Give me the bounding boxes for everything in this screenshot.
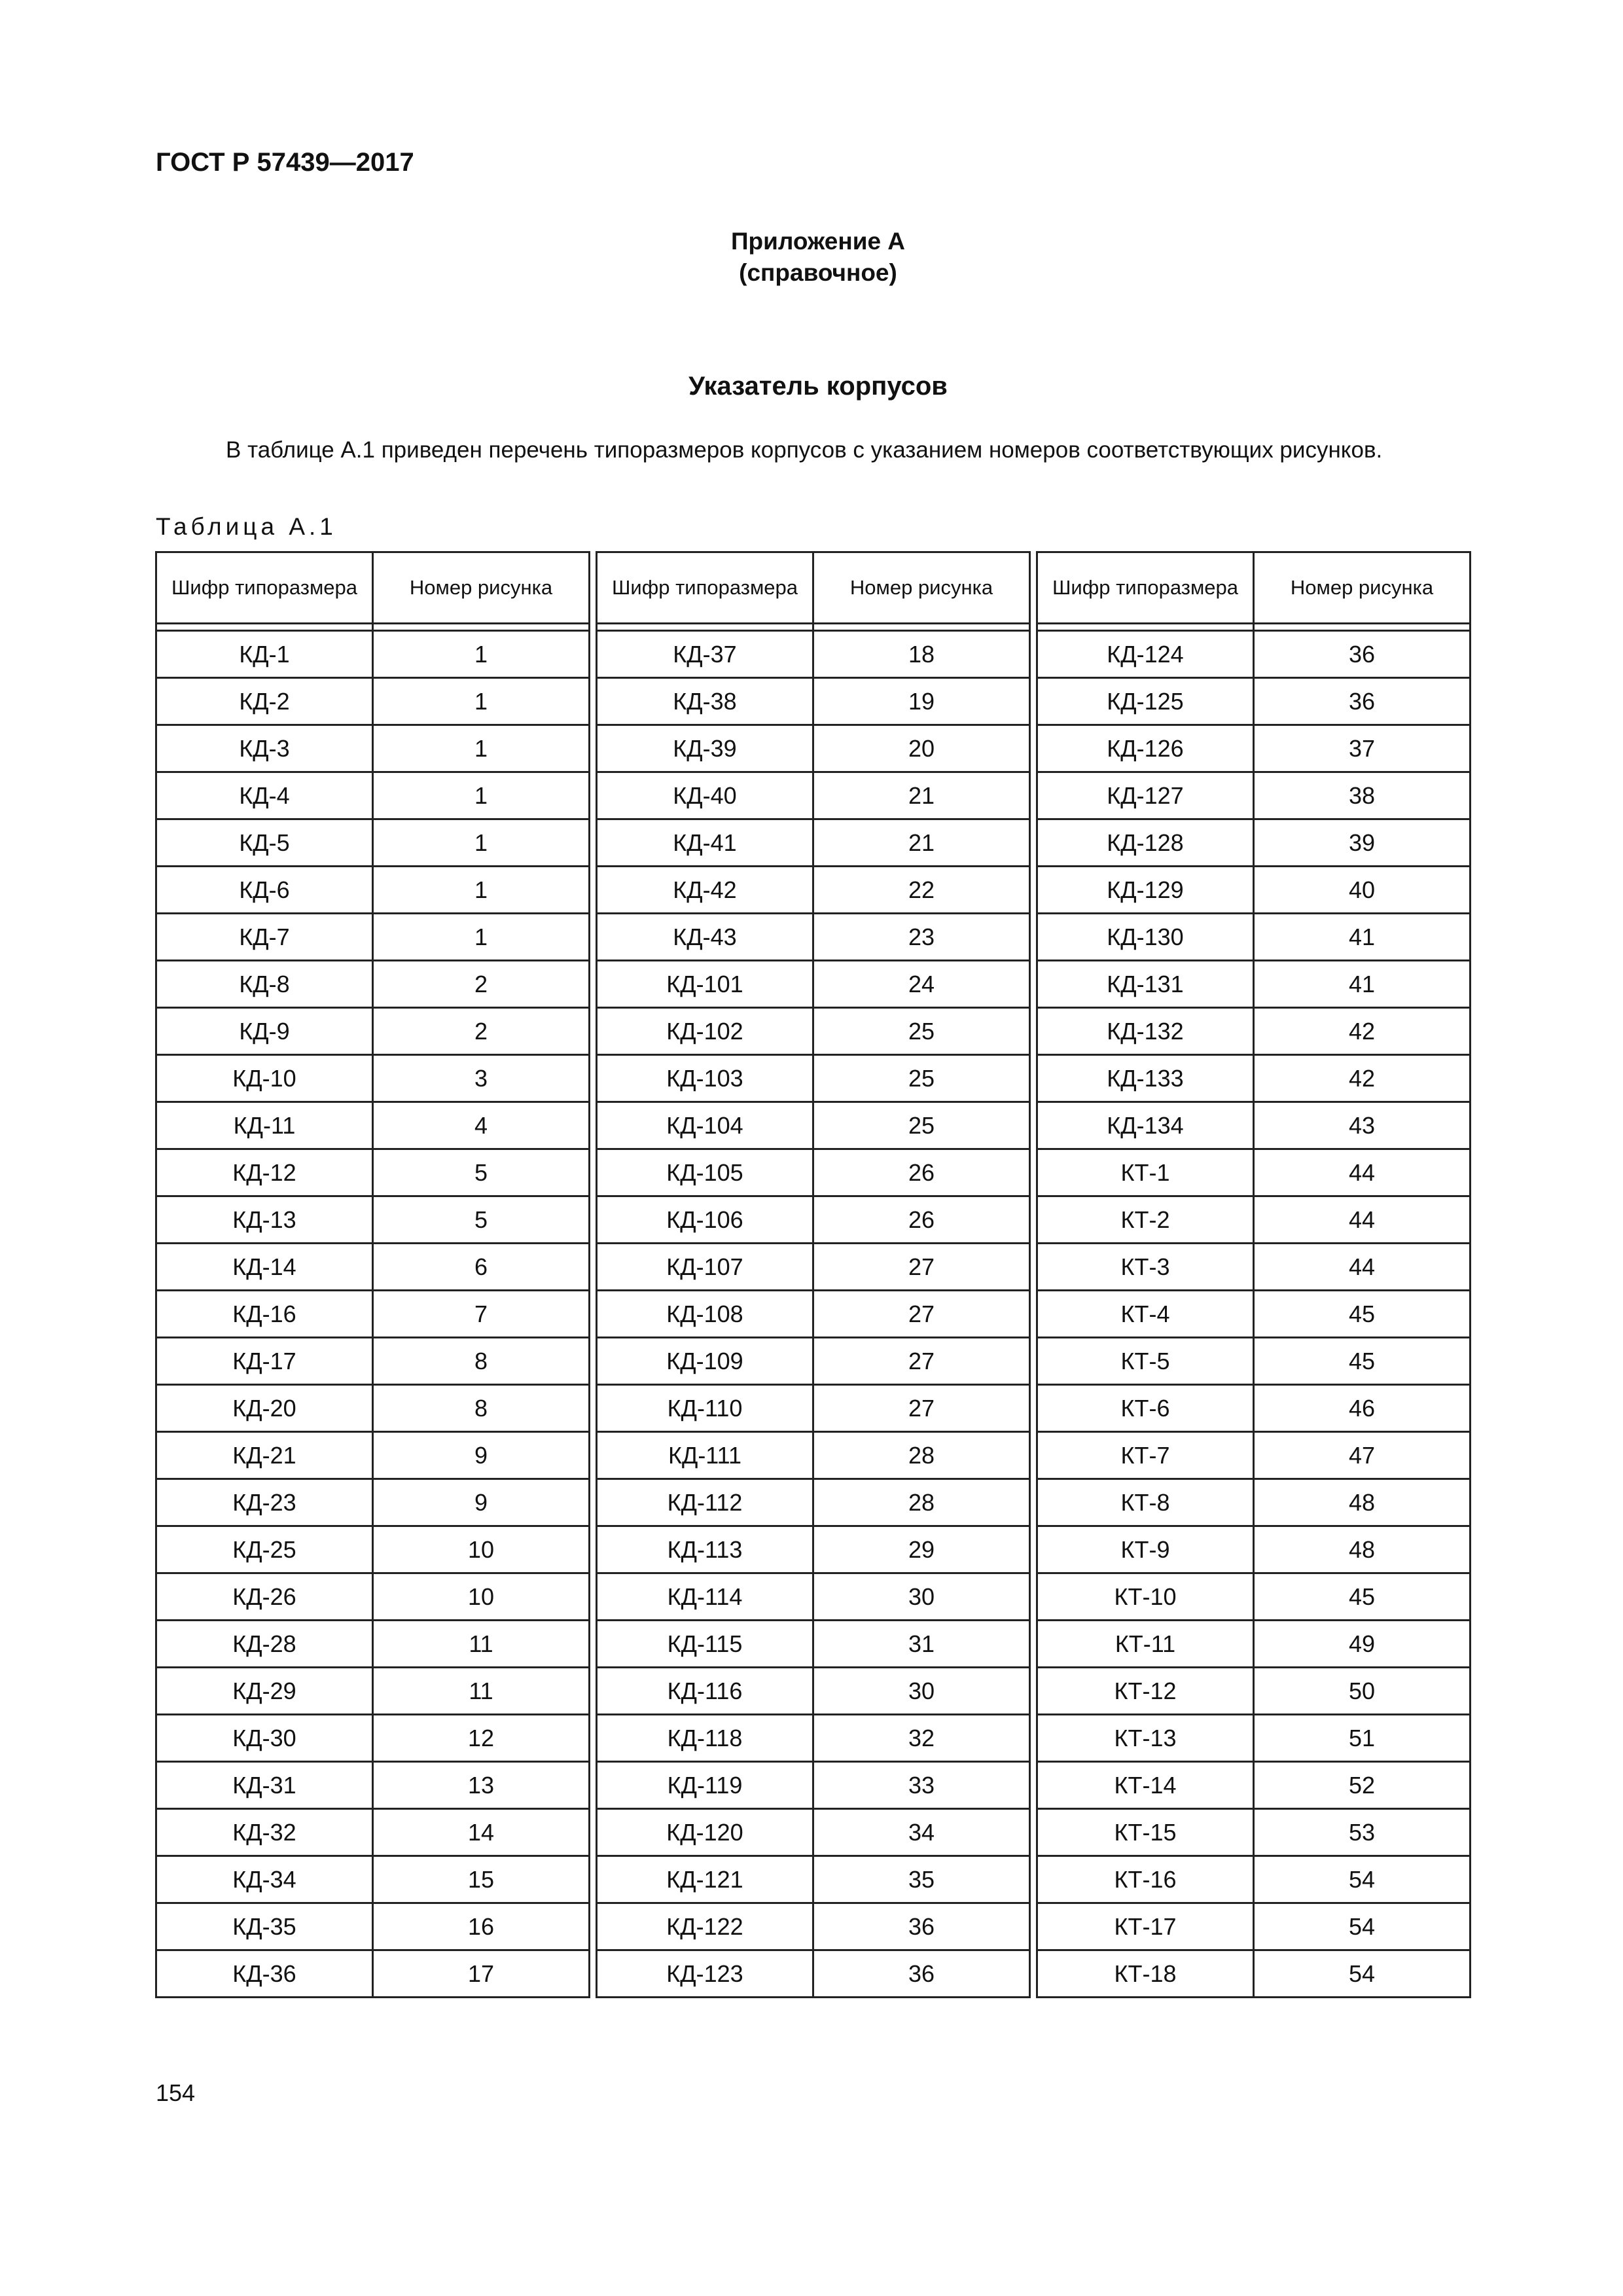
cell-code: КД-11: [156, 1102, 373, 1149]
table-row: [597, 961, 1030, 1008]
table-row: [1037, 1479, 1471, 1526]
table-row: [597, 1715, 1030, 1762]
cell-code: КД-120: [597, 1809, 813, 1856]
cell-code: КД-107: [597, 1244, 813, 1291]
table-row: [597, 1102, 1030, 1149]
table-row: [597, 631, 1030, 678]
annex-subtitle: (справочное): [739, 259, 897, 286]
column-header-figure: Номер рисунка: [1254, 552, 1471, 624]
cell-figure: 15: [373, 1856, 590, 1903]
table-row: [156, 1479, 590, 1526]
cell-figure: 36: [813, 1903, 1030, 1950]
cell-figure: 26: [813, 1196, 1030, 1244]
cell-figure: 10: [373, 1526, 590, 1573]
table-row: [597, 1621, 1030, 1668]
cell-code: КД-25: [156, 1526, 373, 1573]
cell-code: КД-2: [156, 678, 373, 725]
cell-figure: 5: [373, 1196, 590, 1244]
table-row: [597, 1055, 1030, 1102]
cell-code: КД-119: [597, 1762, 813, 1809]
table-row: [597, 1856, 1030, 1903]
cell-code: КТ-15: [1037, 1809, 1254, 1856]
cell-figure: 8: [373, 1338, 590, 1385]
cell-figure: 27: [813, 1338, 1030, 1385]
table-row: [597, 1479, 1030, 1526]
table-row: [156, 1668, 590, 1715]
cell-code: КД-127: [1037, 772, 1254, 819]
table-row: [156, 1856, 590, 1903]
cell-figure: 23: [813, 914, 1030, 961]
table-row: [1037, 725, 1471, 772]
cell-figure: 36: [1254, 631, 1471, 678]
cell-code: КТ-6: [1037, 1385, 1254, 1432]
cell-figure: 26: [813, 1149, 1030, 1196]
cell-figure: 1: [373, 631, 590, 678]
table-row: [1037, 1385, 1471, 1432]
cell-code: КД-112: [597, 1479, 813, 1526]
cell-figure: 1: [373, 725, 590, 772]
column-header-figure: Номер рисунка: [813, 552, 1030, 624]
cell-figure: 21: [813, 772, 1030, 819]
cell-code: КТ-1: [1037, 1149, 1254, 1196]
cell-figure: 9: [373, 1479, 590, 1526]
table-row: [1037, 1526, 1471, 1573]
header-separator: [597, 624, 1030, 631]
cell-figure: 1: [373, 772, 590, 819]
cell-code: КД-106: [597, 1196, 813, 1244]
cell-figure: 29: [813, 1526, 1030, 1573]
table-row: [1037, 1432, 1471, 1479]
table-row: [1037, 1621, 1471, 1668]
cell-code: КД-123: [597, 1950, 813, 1998]
cell-figure: 24: [813, 961, 1030, 1008]
table-row: [597, 914, 1030, 961]
table-block-2: [596, 551, 1031, 1998]
cell-figure: 44: [1254, 1149, 1471, 1196]
table-block-3: [1036, 551, 1471, 1998]
table-row: [597, 1149, 1030, 1196]
cell-code: КД-131: [1037, 961, 1254, 1008]
table-a1: [155, 551, 1471, 1998]
cell-figure: 41: [1254, 961, 1471, 1008]
section-title: Указатель корпусов: [688, 372, 948, 401]
cell-figure: 5: [373, 1149, 590, 1196]
table-row: [156, 1385, 590, 1432]
cell-code: КД-102: [597, 1008, 813, 1055]
cell-code: КД-133: [1037, 1055, 1254, 1102]
table-row: [156, 1573, 590, 1621]
cell-code: КД-103: [597, 1055, 813, 1102]
cell-figure: 44: [1254, 1244, 1471, 1291]
table-row: [156, 961, 590, 1008]
cell-figure: 34: [813, 1809, 1030, 1856]
cell-figure: 41: [1254, 914, 1471, 961]
cell-code: КД-116: [597, 1668, 813, 1715]
table-row: [1037, 1149, 1471, 1196]
table-row: [156, 725, 590, 772]
table-row: [1037, 631, 1471, 678]
cell-figure: 39: [1254, 819, 1471, 867]
cell-code: КТ-13: [1037, 1715, 1254, 1762]
cell-figure: 54: [1254, 1950, 1471, 1998]
table-label: Таблица А.1: [156, 513, 337, 540]
cell-figure: 38: [1254, 772, 1471, 819]
cell-figure: 51: [1254, 1715, 1471, 1762]
cell-code: КД-125: [1037, 678, 1254, 725]
table-row: [597, 1432, 1030, 1479]
cell-code: КД-6: [156, 867, 373, 914]
cell-figure: 27: [813, 1385, 1030, 1432]
table-row: [156, 1055, 590, 1102]
cell-figure: 10: [373, 1573, 590, 1621]
table-row: [156, 1008, 590, 1055]
table-row: [597, 772, 1030, 819]
table-row: [156, 1244, 590, 1291]
cell-code: КД-35: [156, 1903, 373, 1950]
table-row: [1037, 1715, 1471, 1762]
cell-figure: 14: [373, 1809, 590, 1856]
cell-code: КТ-3: [1037, 1244, 1254, 1291]
cell-figure: 32: [813, 1715, 1030, 1762]
table-row: [1037, 914, 1471, 961]
cell-code: КД-12: [156, 1149, 373, 1196]
cell-code: КД-16: [156, 1291, 373, 1338]
header-separator: [1037, 624, 1471, 631]
cell-code: КТ-17: [1037, 1903, 1254, 1950]
cell-code: КД-114: [597, 1573, 813, 1621]
column-header-code: Шифр типоразмера: [1037, 552, 1254, 624]
cell-figure: 25: [813, 1008, 1030, 1055]
cell-figure: 48: [1254, 1526, 1471, 1573]
cell-code: КД-105: [597, 1149, 813, 1196]
cell-figure: 48: [1254, 1479, 1471, 1526]
cell-figure: 30: [813, 1573, 1030, 1621]
table-row: [156, 867, 590, 914]
cell-code: КД-121: [597, 1856, 813, 1903]
cell-code: КД-129: [1037, 867, 1254, 914]
cell-figure: 54: [1254, 1903, 1471, 1950]
table-row: [1037, 1244, 1471, 1291]
cell-figure: 19: [813, 678, 1030, 725]
cell-figure: 45: [1254, 1573, 1471, 1621]
table-row: [597, 1668, 1030, 1715]
cell-figure: 31: [813, 1621, 1030, 1668]
cell-figure: 36: [1254, 678, 1471, 725]
cell-code: КД-134: [1037, 1102, 1254, 1149]
cell-figure: 11: [373, 1621, 590, 1668]
cell-figure: 1: [373, 914, 590, 961]
column-header-code: Шифр типоразмера: [597, 552, 813, 624]
cell-code: КД-1: [156, 631, 373, 678]
table-row: [156, 1903, 590, 1950]
cell-figure: 25: [813, 1055, 1030, 1102]
column-header-figure: Номер рисунка: [373, 552, 590, 624]
table-row: [156, 1621, 590, 1668]
cell-code: КД-118: [597, 1715, 813, 1762]
cell-code: КД-122: [597, 1903, 813, 1950]
cell-code: КД-104: [597, 1102, 813, 1149]
cell-code: КД-38: [597, 678, 813, 725]
annex-title: Приложение А: [730, 228, 906, 255]
table-row: [156, 1149, 590, 1196]
cell-code: КД-37: [597, 631, 813, 678]
cell-code: КТ-2: [1037, 1196, 1254, 1244]
cell-code: КД-20: [156, 1385, 373, 1432]
cell-figure: 44: [1254, 1196, 1471, 1244]
table-row: [597, 1762, 1030, 1809]
cell-code: КД-110: [597, 1385, 813, 1432]
table-row: [156, 678, 590, 725]
cell-figure: 46: [1254, 1385, 1471, 1432]
table-row: [156, 1291, 590, 1338]
cell-figure: 20: [813, 725, 1030, 772]
cell-code: КД-111: [597, 1432, 813, 1479]
cell-figure: 35: [813, 1856, 1030, 1903]
table-row: [156, 1338, 590, 1385]
cell-code: КТ-9: [1037, 1526, 1254, 1573]
table-row: [597, 1291, 1030, 1338]
table-row: [597, 1196, 1030, 1244]
cell-figure: 52: [1254, 1762, 1471, 1809]
cell-code: КД-115: [597, 1621, 813, 1668]
cell-code: КД-8: [156, 961, 373, 1008]
cell-code: КД-126: [1037, 725, 1254, 772]
column-header-code: Шифр типоразмера: [156, 552, 373, 624]
table-row: [597, 1903, 1030, 1950]
cell-figure: 6: [373, 1244, 590, 1291]
cell-figure: 8: [373, 1385, 590, 1432]
table-row: [1037, 1291, 1471, 1338]
table-row: [597, 1950, 1030, 1998]
cell-figure: 33: [813, 1762, 1030, 1809]
table-row: [156, 1715, 590, 1762]
header-row: [597, 552, 1030, 624]
annex-heading: [0, 226, 1623, 289]
document-id: ГОСТ Р 57439—2017: [156, 148, 414, 177]
table-row: [1037, 1762, 1471, 1809]
table-row: [597, 1573, 1030, 1621]
table-row: [597, 725, 1030, 772]
cell-figure: 1: [373, 867, 590, 914]
cell-figure: 28: [813, 1432, 1030, 1479]
cell-code: КД-17: [156, 1338, 373, 1385]
header-separator: [156, 624, 590, 631]
cell-figure: 9: [373, 1432, 590, 1479]
cell-code: КД-128: [1037, 819, 1254, 867]
table-row: [597, 1809, 1030, 1856]
cell-code: КД-5: [156, 819, 373, 867]
cell-code: КД-29: [156, 1668, 373, 1715]
cell-figure: 50: [1254, 1668, 1471, 1715]
table-row: [1037, 1196, 1471, 1244]
cell-figure: 27: [813, 1244, 1030, 1291]
cell-code: КД-31: [156, 1762, 373, 1809]
cell-figure: 1: [373, 819, 590, 867]
cell-figure: 7: [373, 1291, 590, 1338]
cell-figure: 16: [373, 1903, 590, 1950]
table-row: [1037, 1856, 1471, 1903]
cell-code: КТ-16: [1037, 1856, 1254, 1903]
table-row: [156, 1432, 590, 1479]
cell-figure: 17: [373, 1950, 590, 1998]
table-row: [156, 914, 590, 961]
cell-code: КТ-7: [1037, 1432, 1254, 1479]
cell-figure: 3: [373, 1055, 590, 1102]
table-row: [1037, 678, 1471, 725]
cell-code: КТ-12: [1037, 1668, 1254, 1715]
table-row: [597, 1385, 1030, 1432]
table-row: [156, 819, 590, 867]
cell-code: КД-30: [156, 1715, 373, 1762]
cell-code: КД-101: [597, 961, 813, 1008]
table-row: [597, 1338, 1030, 1385]
table-row: [1037, 1668, 1471, 1715]
cell-code: КТ-11: [1037, 1621, 1254, 1668]
cell-code: КД-21: [156, 1432, 373, 1479]
cell-figure: 42: [1254, 1008, 1471, 1055]
table-row: [1037, 1573, 1471, 1621]
table-row: [597, 867, 1030, 914]
cell-code: КД-7: [156, 914, 373, 961]
cell-code: КТ-10: [1037, 1573, 1254, 1621]
cell-figure: 13: [373, 1762, 590, 1809]
table-row: [597, 1244, 1030, 1291]
table-row: [1037, 1008, 1471, 1055]
table-row: [156, 1762, 590, 1809]
table-row: [597, 678, 1030, 725]
table-row: [1037, 1809, 1471, 1856]
cell-code: КД-13: [156, 1196, 373, 1244]
cell-code: КД-43: [597, 914, 813, 961]
header-row: [1037, 552, 1471, 624]
cell-code: КТ-4: [1037, 1291, 1254, 1338]
cell-code: КД-132: [1037, 1008, 1254, 1055]
cell-code: КТ-14: [1037, 1762, 1254, 1809]
cell-code: КД-3: [156, 725, 373, 772]
cell-figure: 12: [373, 1715, 590, 1762]
cell-code: КД-34: [156, 1856, 373, 1903]
cell-figure: 47: [1254, 1432, 1471, 1479]
cell-code: КТ-5: [1037, 1338, 1254, 1385]
table-row: [1037, 1950, 1471, 1998]
cell-figure: 2: [373, 1008, 590, 1055]
page-number: 154: [156, 2079, 196, 2106]
table-row: [156, 1102, 590, 1149]
cell-figure: 18: [813, 631, 1030, 678]
cell-figure: 30: [813, 1668, 1030, 1715]
table-row: [1037, 772, 1471, 819]
cell-figure: 43: [1254, 1102, 1471, 1149]
intro-paragraph: В таблице А.1 приведен перечень типоразмеров корпусов с указанием номеров соответствующих рисунков.: [226, 437, 1383, 463]
table-row: [1037, 867, 1471, 914]
table-row: [156, 1950, 590, 1998]
cell-figure: 49: [1254, 1621, 1471, 1668]
cell-figure: 28: [813, 1479, 1030, 1526]
cell-code: КД-32: [156, 1809, 373, 1856]
cell-code: КД-109: [597, 1338, 813, 1385]
cell-code: КД-39: [597, 725, 813, 772]
cell-code: КД-23: [156, 1479, 373, 1526]
table-row: [156, 772, 590, 819]
table-row: [156, 1526, 590, 1573]
cell-figure: 45: [1254, 1338, 1471, 1385]
cell-code: КД-36: [156, 1950, 373, 1998]
table-row: [597, 819, 1030, 867]
cell-figure: 53: [1254, 1809, 1471, 1856]
table-row: [156, 1809, 590, 1856]
cell-figure: 22: [813, 867, 1030, 914]
table-row: [1037, 1055, 1471, 1102]
cell-figure: 21: [813, 819, 1030, 867]
cell-figure: 54: [1254, 1856, 1471, 1903]
table-block-1: [155, 551, 590, 1998]
cell-figure: 45: [1254, 1291, 1471, 1338]
table-row: [1037, 1338, 1471, 1385]
cell-figure: 25: [813, 1102, 1030, 1149]
table-row: [156, 631, 590, 678]
cell-code: КД-26: [156, 1573, 373, 1621]
cell-figure: 27: [813, 1291, 1030, 1338]
table-row: [1037, 961, 1471, 1008]
cell-code: КТ-18: [1037, 1950, 1254, 1998]
cell-code: КТ-8: [1037, 1479, 1254, 1526]
table-row: [1037, 1903, 1471, 1950]
cell-code: КД-4: [156, 772, 373, 819]
cell-code: КД-108: [597, 1291, 813, 1338]
cell-figure: 1: [373, 678, 590, 725]
cell-code: КД-41: [597, 819, 813, 867]
cell-figure: 37: [1254, 725, 1471, 772]
cell-figure: 11: [373, 1668, 590, 1715]
table-row: [156, 1196, 590, 1244]
cell-code: КД-10: [156, 1055, 373, 1102]
cell-figure: 2: [373, 961, 590, 1008]
cell-figure: 4: [373, 1102, 590, 1149]
table-row: [597, 1008, 1030, 1055]
cell-figure: 36: [813, 1950, 1030, 1998]
table-row: [597, 1526, 1030, 1573]
cell-figure: 40: [1254, 867, 1471, 914]
header-row: [156, 552, 590, 624]
table-row: [1037, 819, 1471, 867]
cell-code: КД-130: [1037, 914, 1254, 961]
cell-code: КД-28: [156, 1621, 373, 1668]
cell-code: КД-40: [597, 772, 813, 819]
cell-code: КД-9: [156, 1008, 373, 1055]
cell-code: КД-14: [156, 1244, 373, 1291]
cell-code: КД-113: [597, 1526, 813, 1573]
table-row: [1037, 1102, 1471, 1149]
cell-figure: 42: [1254, 1055, 1471, 1102]
cell-code: КД-124: [1037, 631, 1254, 678]
cell-code: КД-42: [597, 867, 813, 914]
